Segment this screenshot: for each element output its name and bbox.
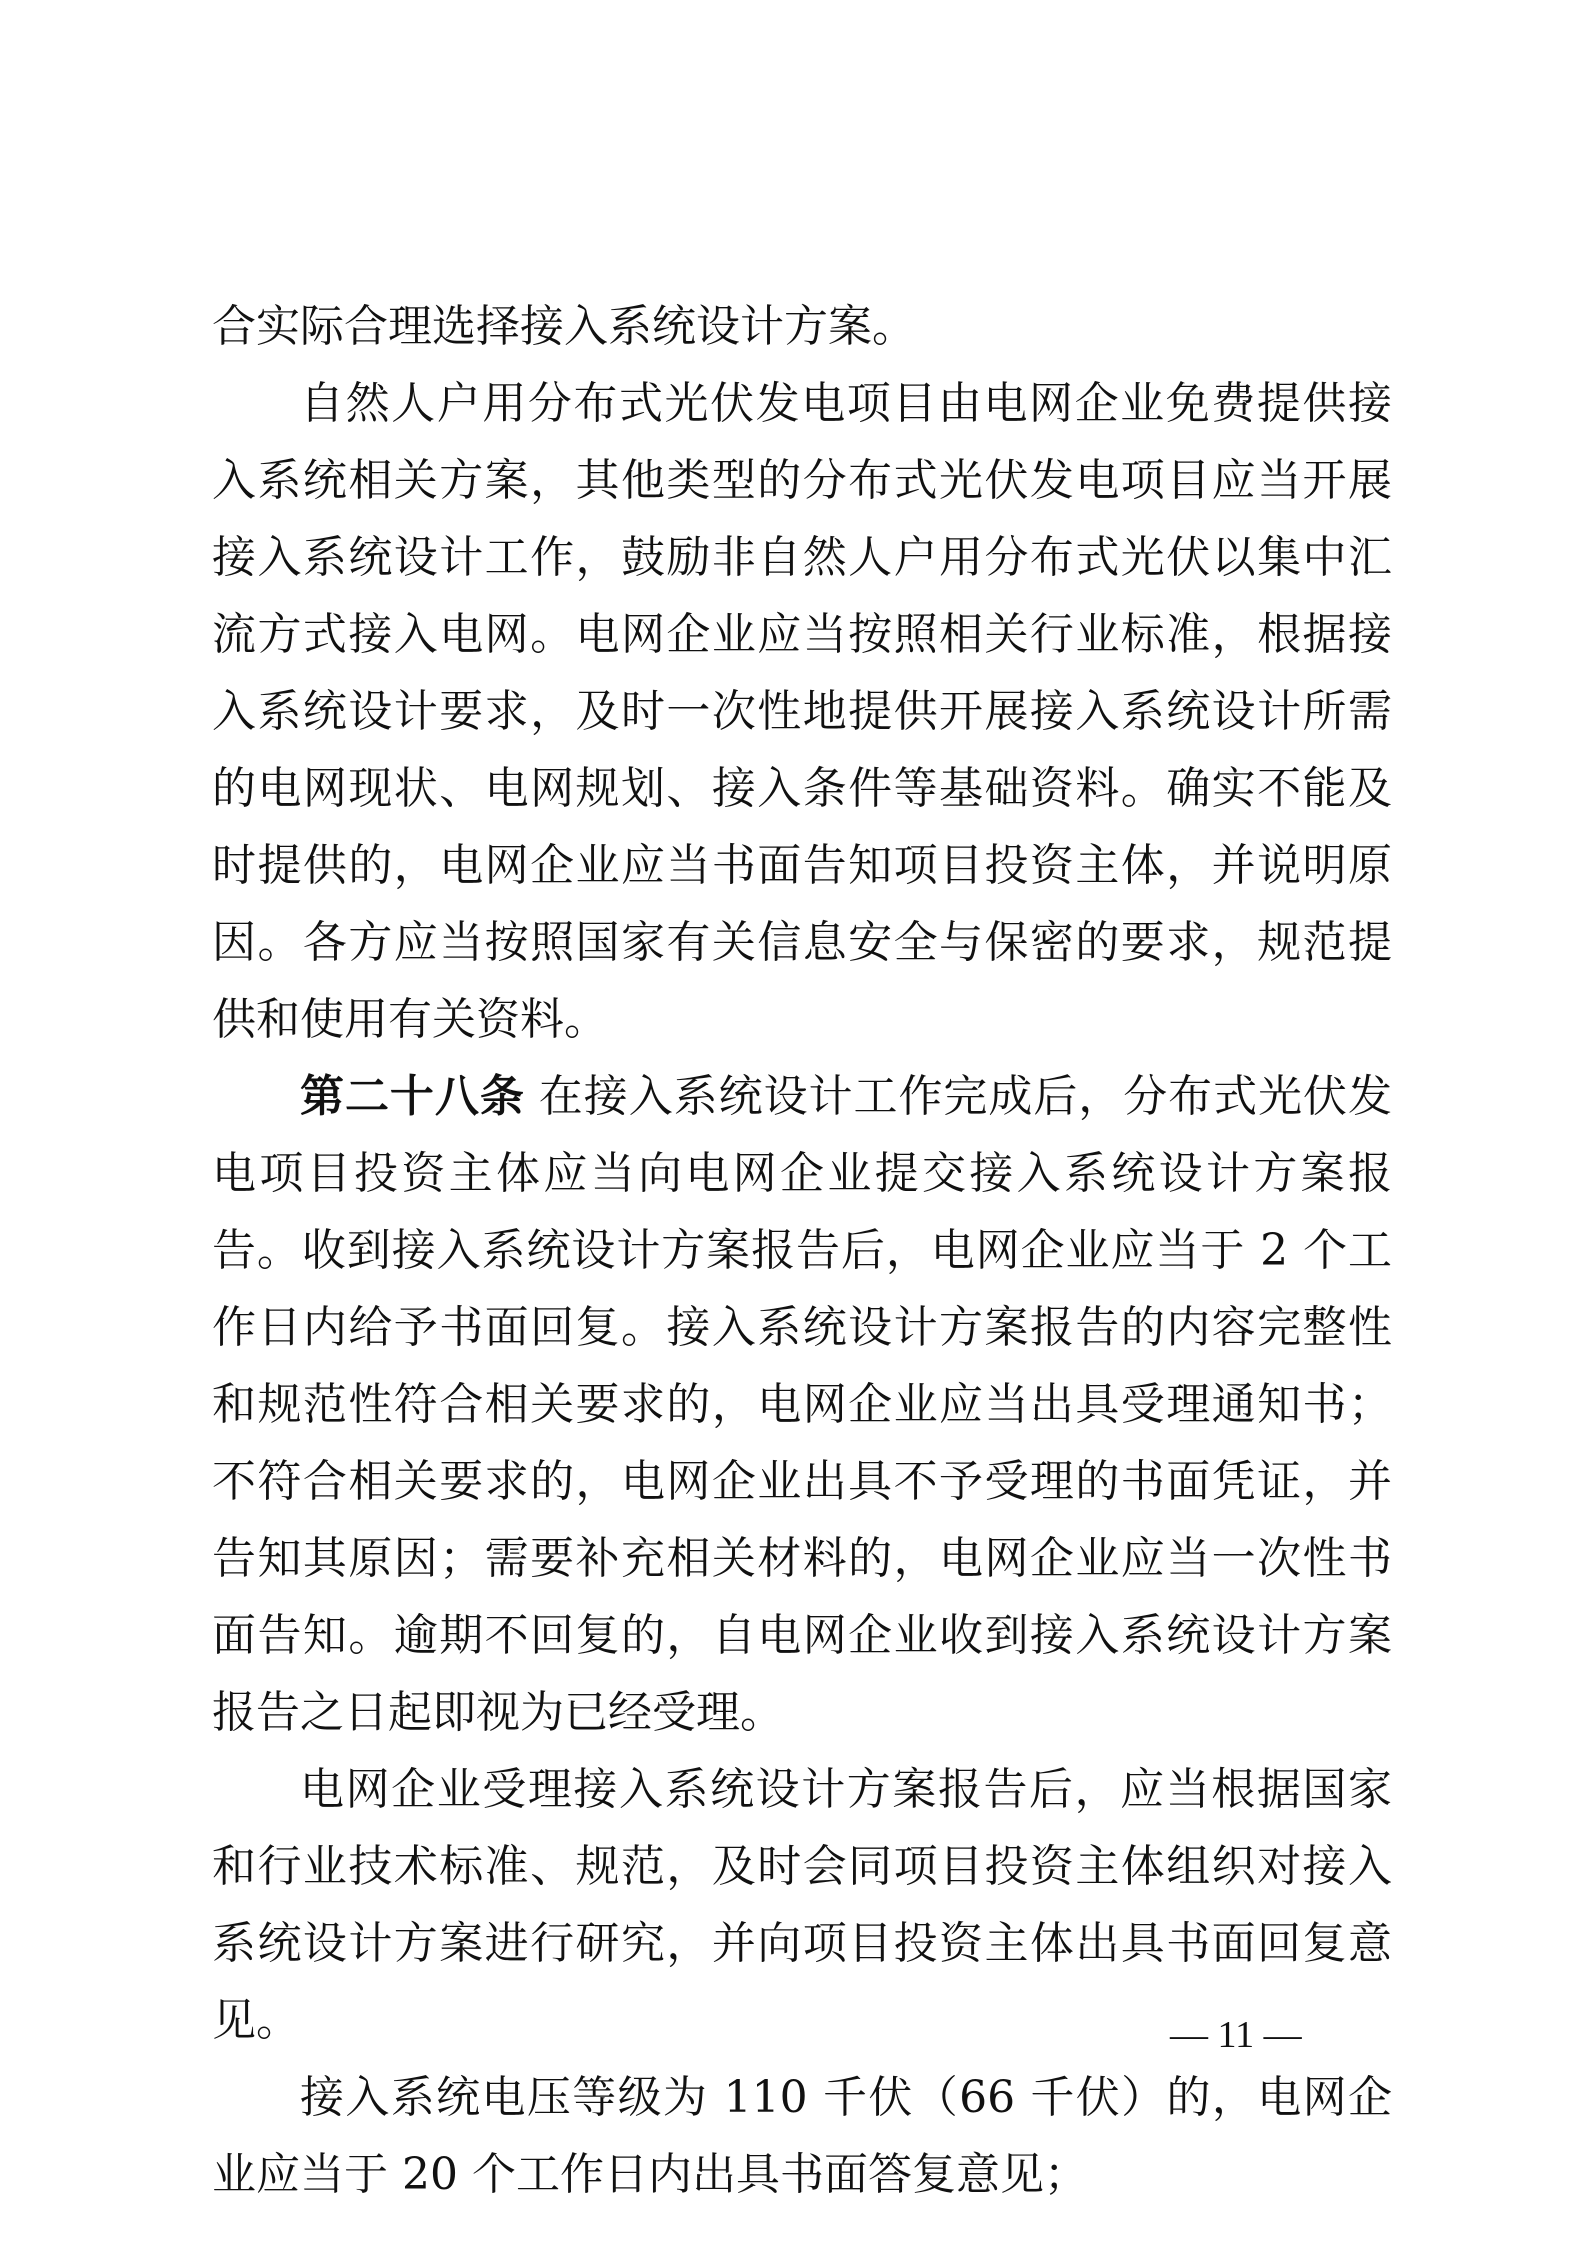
paragraph-2-text: 自然人户用分布式光伏发电项目由电网企业免费提供接入系统相关方案，其他类型的分布式光伏发电项目应当开展接入系统设计工作，鼓励非自然人户用分布式光伏以集中汇流方式接入电网。电网企业应当按照相关行业标准，根据接入系统设计要求，及时一次性地提供开展接入系统设计所需的电网现状、电网规划、接入条件等基础资料。确实不能及时提供的，电网企业应当书面告知项目投资主体，并说明原因。各方应当按照国家有关信息安全与保密的要求，规范提供和使用有关资料。	[212, 378, 1392, 1045]
document-page	[212, 288, 1392, 2213]
paragraph-4-text: 电网企业受理接入系统设计方案报告后，应当根据国家和行业技术标准、规范，及时会同项目投资主体组织对接入系统设计方案进行研究，并向项目投资主体出具书面回复意见。	[212, 1764, 1392, 2046]
paragraph-5-text: 接入系统电压等级为 110 千伏（66 千伏）的，电网企业应当于 20 个工作日内出具书面答复意见；	[212, 2072, 1392, 2200]
article-28-text: 在接入系统设计工作完成后，分布式光伏发电项目投资主体应当向电网企业提交接入系统设计方案报告。收到接入系统设计方案报告后，电网企业应当于 2 个工作日内给予书面回复。接入系统设计方案报告的内容完整性和规范性符合相关要求的，电网企业应当出具受理通知书；不符合相关要求的，电网企业出具不予受理的书面凭证，并告知其原因；需要补充相关材料的，电网企业应当一次性书面告知。逾期不回复的，自电网企业收到接入系统设计方案报告之日起即视为已经受理。	[212, 1071, 1393, 1738]
paragraph-1	[212, 288, 1392, 365]
article-28-heading: 第二十八条	[300, 1071, 525, 1122]
article-28-paragraph	[212, 1058, 1392, 1751]
paragraph-5	[212, 2059, 1392, 2213]
paragraph-2	[212, 365, 1392, 1058]
page-number: — 11 —	[1170, 2014, 1302, 2056]
paragraph-1-text: 合实际合理选择接入系统设计方案。	[212, 301, 916, 352]
